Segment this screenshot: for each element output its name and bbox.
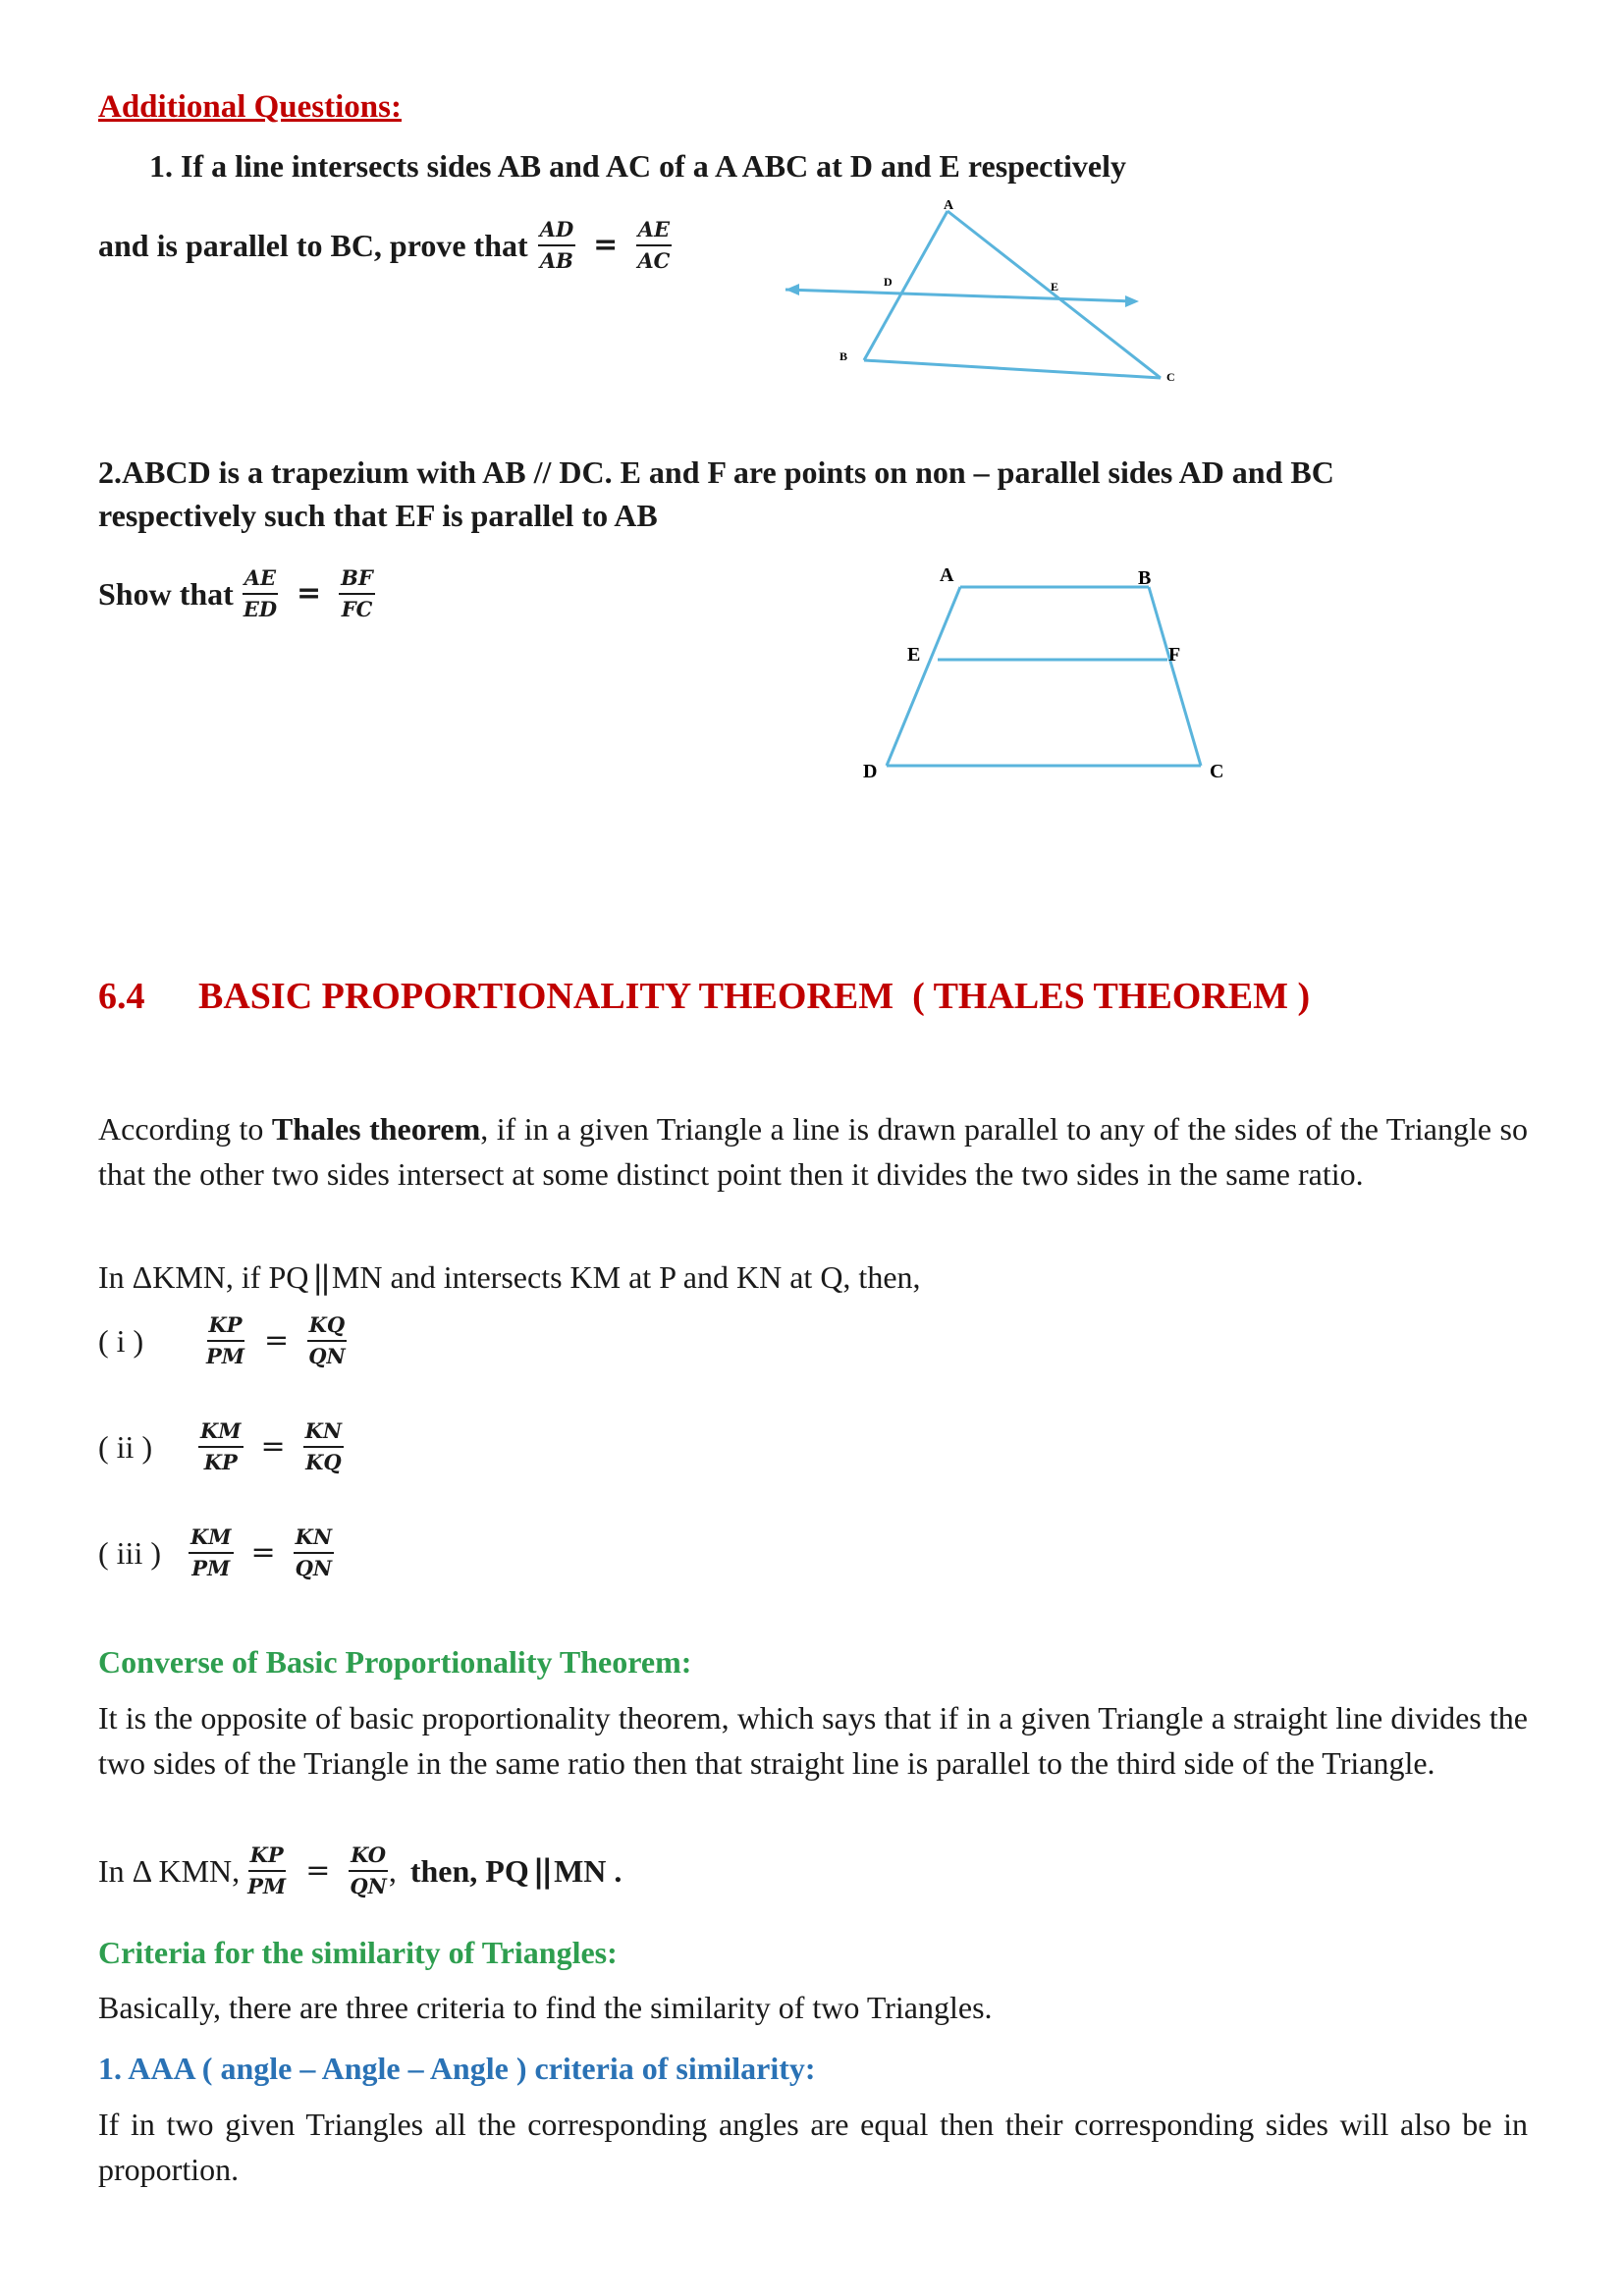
side-ad [887,587,960,766]
thales-intro: According to [98,1111,264,1147]
additional-questions-heading: Additional Questions: [98,89,402,125]
ratio-label: ( ii ) [98,1429,153,1465]
question-1-line-1: 1. If a line intersects sides AB and AC of a A ABC at D and E respectively [149,148,1126,184]
thales-term: Thales theorem [271,1111,481,1147]
converse-fraction-left [245,1843,288,1898]
fraction-denominator: ED [243,597,278,621]
fraction-numerator: AE [636,218,672,246]
trapezium-figure-lines [887,587,1201,766]
ratio-item-1 [98,1313,348,1368]
fraction-denominator: AC [637,248,671,273]
section-title: BASIC PROPORTIONALITY THEOREM ( THALES THEOREM ) [198,976,1311,1017]
ratio-item-2 [98,1419,344,1474]
fraction-numerator: KN [294,1525,334,1554]
question-1-text: and is parallel to BC, prove that [98,228,528,263]
aaa-criteria-text: If in two given Triangles all the corresponding angles are equal then their corresponding sides will also be in proportion. [98,2107,1528,2187]
converse-then-post: MN . [554,1853,623,1889]
converse-paragraph: It is the opposite of basic proportionality theorem, which says that if in a given Triangle a straight line divides the two sides of the Triangle in the same ratio then that straight line is parallel to the third side of the Triangle. [98,1700,1528,1781]
label-d: D [863,761,878,782]
fraction-numerator: AE [243,566,278,595]
parallel-symbol: || [312,1258,328,1296]
fraction-numerator: KM [189,1525,234,1554]
criteria-heading: Criteria for the similarity of Triangles: [98,1935,618,1970]
question-2-line-2: respectively such that EF is parallel to AB [98,498,658,533]
thales-statement-pre: In ΔKMN, if PQ [98,1259,309,1295]
fraction-ad-ab [538,218,576,273]
question-1-line-2 [98,218,672,273]
fraction-numerator: BF [339,566,375,595]
side-bc [1149,587,1201,766]
triangle-abc-figure [766,191,1218,398]
show-that-text: Show that [98,576,234,612]
label-e: E [907,644,921,666]
question-2-show-line [98,566,375,621]
ratio-fraction-right [294,1525,335,1580]
criteria-intro: Basically, there are three criteria to find the similarity of two Triangles. [98,1990,993,2025]
arrow-left-icon [785,284,799,295]
label-a: A [940,564,954,586]
converse-in-text: In Δ KMN, [98,1853,241,1889]
parallel-line-de [785,290,1134,301]
ratio-fraction-right [306,1313,348,1368]
equals-sign: = [297,576,322,611]
comma: , [388,1853,397,1889]
fraction-bf-fc [339,566,375,621]
fraction-denominator: QN [295,1556,333,1580]
equals-sign: = [264,1323,290,1358]
fraction-numerator: AD [538,218,576,246]
side-bc [864,360,1161,378]
equals-sign: = [260,1429,286,1464]
converse-fraction-right [348,1843,389,1898]
thales-text: , if in a given Triangle a line is drawn parallel to any of the sides of the Triangle so that the other two sides intersect at some distinct point then it divides the two sides in the same ratio. [98,1111,1529,1192]
trapezium-abcd-figure [854,560,1237,795]
fraction-numerator: KN [303,1419,344,1448]
ratio-fraction-left [189,1525,234,1580]
section-number: 6.4 [98,976,145,1017]
question-2-line-1: 2.ABCD is a trapezium with AB // DC. E and F are points on non – parallel sides AD and BC [98,454,1334,490]
label-c: C [1166,370,1175,384]
label-b: B [1138,567,1152,589]
converse-then-pre: then, PQ [409,1853,529,1889]
ratio-label: ( i ) [98,1323,144,1359]
parallel-symbol: || [532,1852,551,1890]
ratio-item-3 [98,1525,334,1580]
ratio-fraction-left [198,1419,244,1474]
fraction-ae-ac [635,218,672,273]
fraction-denominator: KQ [305,1450,342,1474]
fraction-denominator: PM [247,1874,287,1898]
equals-sign: = [305,1853,331,1888]
ratio-fraction-left [204,1313,246,1368]
thales-paragraph [98,1106,1528,1197]
fraction-denominator: QN [350,1874,387,1898]
converse-statement [98,1843,622,1898]
aaa-criteria-heading: 1. AAA ( angle – Angle – Angle ) criteria of similarity: [98,2051,816,2086]
label-d: D [884,275,893,289]
ratio-label: ( iii ) [98,1535,161,1571]
equals-sign: = [250,1535,276,1570]
arrow-right-icon [1125,295,1139,307]
ratio-fraction-right [303,1419,344,1474]
fraction-denominator: FC [341,597,373,621]
label-b: B [839,349,848,363]
equals-sign: = [593,228,619,262]
fraction-numerator: KQ [307,1313,348,1342]
label-f: F [1168,644,1181,666]
fraction-denominator: KP [203,1450,238,1474]
fraction-denominator: PM [206,1344,245,1368]
fraction-numerator: KO [349,1843,388,1872]
fraction-numerator: KP [248,1843,286,1872]
side-ac [947,211,1161,378]
thales-statement-post: MN and intersects KM at P and KN at Q, then, [331,1259,921,1295]
label-c: C [1210,761,1224,782]
side-ab [864,211,947,360]
thales-statement [98,1255,921,1300]
fraction-denominator: AB [539,248,573,273]
converse-heading: Converse of Basic Proportionality Theorem: [98,1644,692,1680]
fraction-denominator: QN [308,1344,346,1368]
fraction-ae-ed [242,566,279,621]
label-a: A [944,198,954,213]
fraction-numerator: KP [207,1313,244,1342]
fraction-denominator: PM [191,1556,231,1580]
label-e: E [1051,280,1059,294]
fraction-numerator: KM [198,1419,244,1448]
